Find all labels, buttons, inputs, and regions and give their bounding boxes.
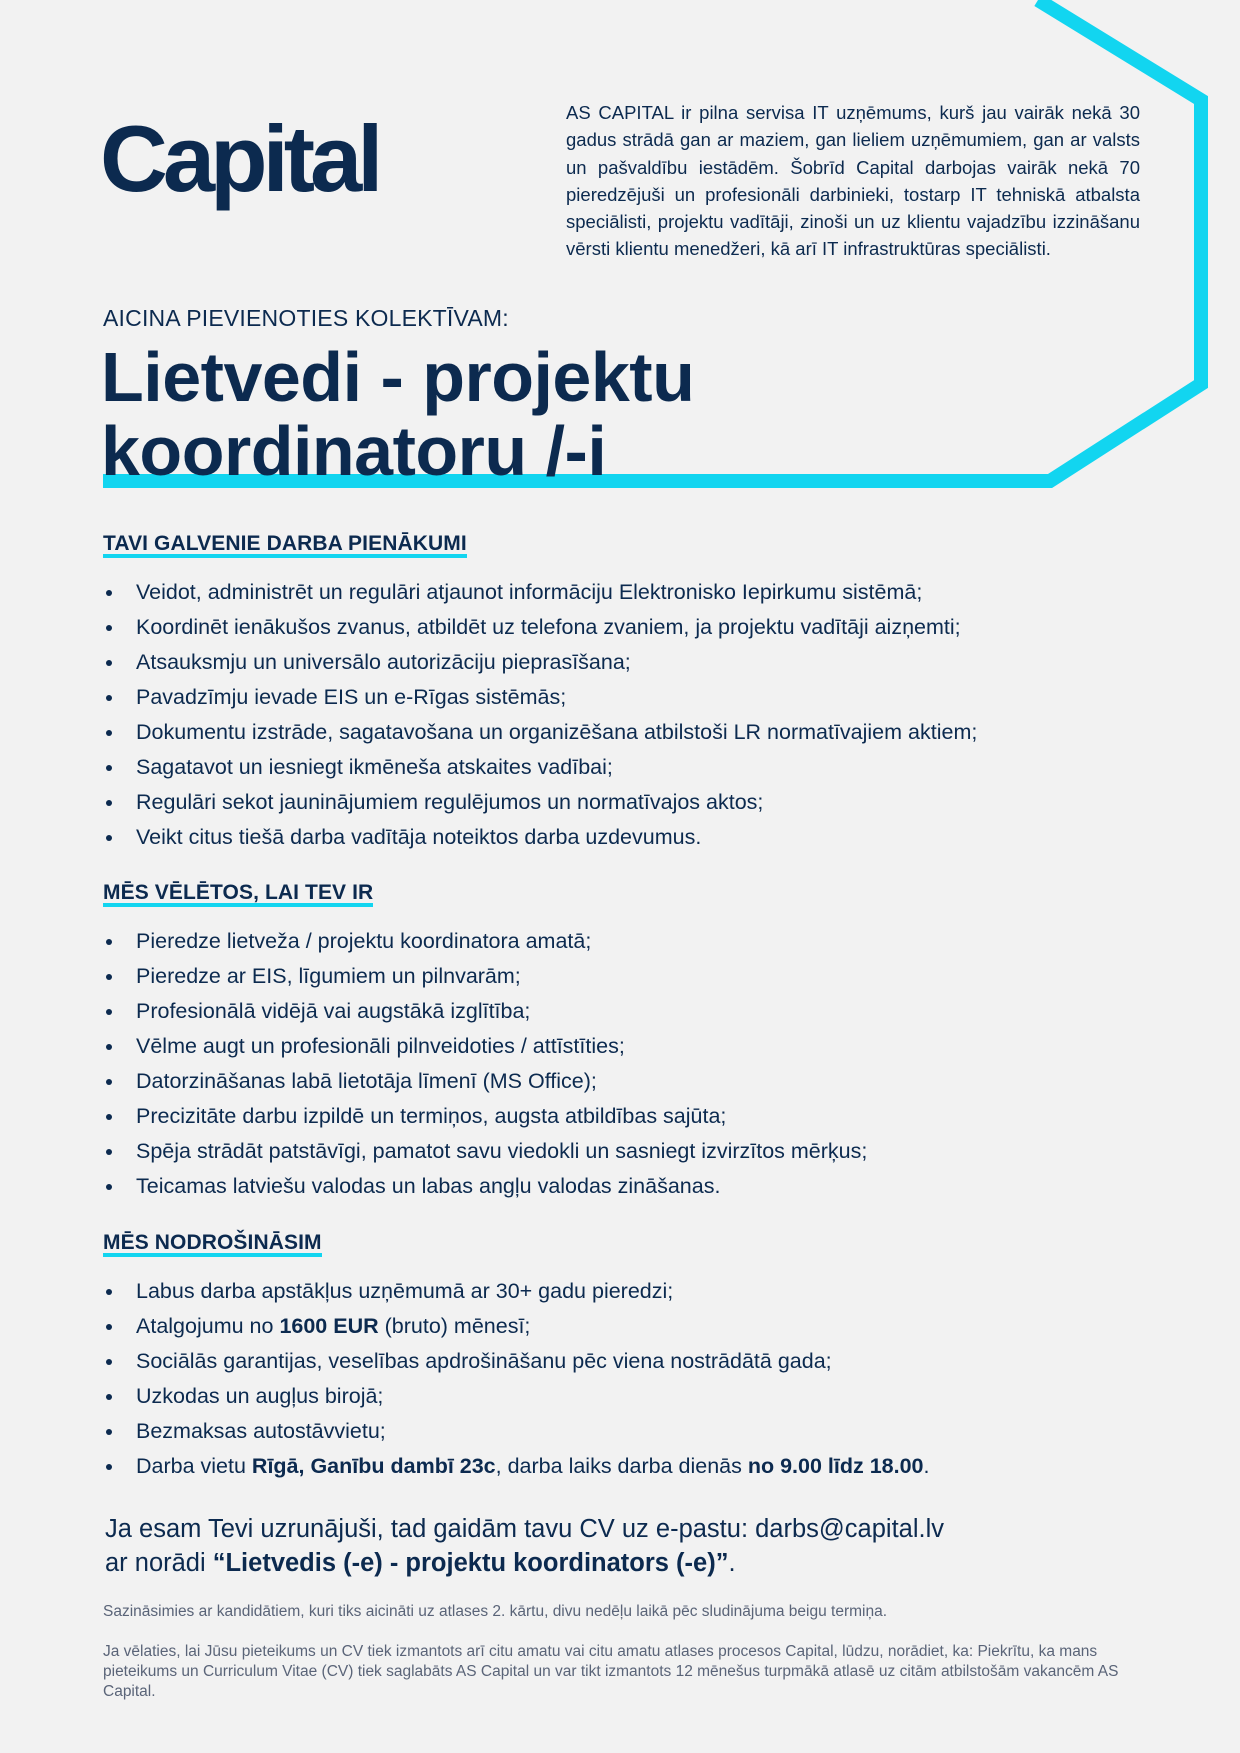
cta-line-1: Ja esam Tevi uzrunājuši, tad gaidām tavu CV uz e-pastu: darbs@capital.lv xyxy=(105,1515,944,1543)
offer-location-post: . xyxy=(923,1454,930,1478)
requirement-item: Spēja strādāt patstāvīgi, pamatot savu viedokli un sasniegt izvirzītos mērķus; xyxy=(103,1134,1143,1169)
invite-heading: AICINA PIEVIENOTIES KOLEKTĪVAM: xyxy=(103,305,509,331)
requirement-item: Profesionālā vidējā vai augstākā izglītība; xyxy=(103,994,1143,1029)
requirements-list xyxy=(103,924,1143,1204)
requirement-item: Teicamas latviešu valodas un labas angļu valodas zināšanas. xyxy=(103,1169,1143,1204)
duty-item: Dokumentu izstrāde, sagatavošana un organizēšana atbilstoši LR normatīvajiem aktiem; xyxy=(103,715,1143,750)
offer-item-salary xyxy=(103,1309,1143,1344)
offer-list xyxy=(103,1274,1143,1484)
duty-item: Koordinēt ienākušos zvanus, atbildēt uz telefona zvaniem, ja projektu vadītāji aizņemti; xyxy=(103,610,1143,645)
cta-line-2-post: . xyxy=(728,1549,736,1577)
job-title xyxy=(101,340,1001,488)
cta-position-name: “Lietvedis (-e) - projektu koordinators (-e)” xyxy=(212,1549,729,1577)
offer-salary-pre: Atalgojumu no xyxy=(136,1314,280,1338)
application-call xyxy=(105,1512,1145,1580)
offer-salary-post: (bruto) mēnesī; xyxy=(378,1314,531,1338)
capital-logo: Capital xyxy=(100,106,379,211)
offer-salary-amount: 1600 EUR xyxy=(279,1314,379,1338)
offer-title: MĒS NODROŠINĀSIM xyxy=(103,1231,322,1258)
duties-list xyxy=(103,575,1143,855)
offer-item: Bezmaksas autostāvvietu; xyxy=(103,1414,1143,1449)
consent-note: Ja vēlaties, lai Jūsu pieteikums un CV tiek izmantots arī citu amatu vai citu amatu atlases procesos Capital, lūdzu, norādiet, ka: Piekrītu, ka mans pieteikums un Curriculum Vitae (CV) tiek saglabāts AS Capital un var tikt izmantots 12 mēnešus turpmākā atlasē uz citām atbilstošām vakancēm AS Capital. xyxy=(103,1643,1119,1700)
cta-line-2-pre: ar norādi xyxy=(105,1549,213,1577)
job-title-line-1: Lietvedi - projektu xyxy=(101,338,695,416)
offer-item-location xyxy=(103,1449,1143,1484)
requirement-item: Datorzināšanas labā lietotāja līmenī (MS Office); xyxy=(103,1064,1143,1099)
job-title-line-2: koordinatoru /-i xyxy=(101,412,607,490)
duty-item: Atsauksmju un universālo autorizāciju pieprasīšana; xyxy=(103,645,1143,680)
offer-item: Labus darba apstākļus uzņēmumā ar 30+ gadu pieredzi; xyxy=(103,1274,1143,1309)
duty-item: Pavadzīmju ievade EIS un e-Rīgas sistēmās; xyxy=(103,680,1143,715)
requirement-item: Pieredze lietveža / projektu koordinatora amatā; xyxy=(103,924,1143,959)
cta-line-2 xyxy=(105,1546,1145,1580)
offer-location-mid: , darba laiks darba dienās xyxy=(495,1454,748,1478)
company-intro: AS CAPITAL ir pilna servisa IT uzņēmums, kurš jau vairāk nekā 30 gadus strādā gan ar maziem, gan lieliem uzņēmumiem, gan ar valsts un pašvaldību iestādēm. Šobrīd Capital darbojas vairāk nekā 70 pieredzējuši un profesionāli darbinieki, tostarp IT tehniskā atbalsta speciālisti, projektu vadītāji, zinoši un uz klientu vajadzību izzināšanu vērsti klientu menedžeri, kā arī IT infrastruktūras speciālisti. xyxy=(566,102,1140,260)
duty-item: Veikt citus tiešā darba vadītāja noteiktos darba uzdevumus. xyxy=(103,820,1143,855)
offer-item: Sociālās garantijas, veselības apdrošināšanu pēc viena nostrādātā gada; xyxy=(103,1344,1143,1379)
duty-item: Veidot, administrēt un regulāri atjaunot informāciju Elektronisko Iepirkumu sistēmā; xyxy=(103,575,1143,610)
requirement-item: Precizitāte darbu izpildē un termiņos, augsta atbildības sajūta; xyxy=(103,1099,1143,1134)
duty-item: Regulāri sekot jauninājumiem regulējumos un normatīvajos aktos; xyxy=(103,785,1143,820)
offer-item: Uzkodas un augļus birojā; xyxy=(103,1379,1143,1414)
contact-note: Sazināsimies ar kandidātiem, kuri tiks aicināti uz atlases 2. kārtu, divu nedēļu laikā pēc sludinājuma beigu termiņa. xyxy=(103,1603,888,1620)
duties-title: TAVI GALVENIE DARBA PIENĀKUMI xyxy=(103,532,467,559)
requirements-title: MĒS VĒLĒTOS, LAI TEV IR xyxy=(103,881,373,908)
duty-item: Sagatavot un iesniegt ikmēneša atskaites vadībai; xyxy=(103,750,1143,785)
requirement-item: Pieredze ar EIS, līgumiem un pilnvarām; xyxy=(103,959,1143,994)
offer-hours: no 9.00 līdz 18.00 xyxy=(747,1454,924,1478)
requirement-item: Vēlme augt un profesionāli pilnveidoties / attīstīties; xyxy=(103,1029,1143,1064)
offer-location: Rīgā, Ganību dambī 23c xyxy=(251,1454,496,1478)
offer-location-pre: Darba vietu xyxy=(136,1454,252,1478)
